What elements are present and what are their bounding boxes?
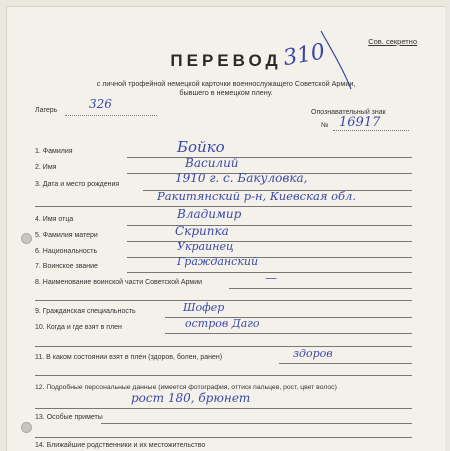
- field-4-line: [127, 225, 412, 226]
- punch-hole-bottom: [21, 422, 32, 433]
- tag-value: 16917: [339, 115, 381, 130]
- field-10-line-2: [35, 346, 412, 347]
- camp-value: 326: [89, 97, 112, 111]
- field-5-line: [127, 241, 412, 242]
- field-6-value: Украинец: [177, 240, 234, 253]
- field-2-value: Василий: [185, 156, 239, 170]
- tag-line: [333, 130, 409, 131]
- field-1-value: Бойко: [177, 138, 225, 156]
- field-10-value: остров Даго: [185, 317, 260, 330]
- field-8-line: [229, 288, 412, 289]
- field-12-line: [35, 408, 412, 409]
- field-5-value: Скрипка: [175, 224, 229, 238]
- field-12-value: рост 180, брюнет: [131, 391, 251, 405]
- handwritten-number: 310: [281, 39, 328, 72]
- field-13-label: 13. Особые приметы: [35, 414, 103, 421]
- document-subtitle: [47, 79, 405, 97]
- field-2-label: 2. Имя: [35, 164, 57, 171]
- page-title: ПЕРЕВОД: [170, 51, 282, 70]
- field-9-label: 9. Гражданская специальность: [35, 308, 136, 315]
- field-6-line: [127, 257, 412, 258]
- field-4-label: 4. Имя отца: [35, 216, 74, 223]
- field-13-line: [101, 423, 412, 424]
- field-8-label: 8. Наименование воинской части Советской Армии: [35, 279, 203, 286]
- field-9-value: Шофер: [183, 301, 225, 314]
- field-13-line-2: [35, 437, 412, 438]
- tag-no-label: №: [321, 122, 329, 129]
- field-1-line: [127, 157, 412, 158]
- field-11-value: здоров: [293, 347, 333, 360]
- field-11-line-2: [35, 375, 412, 376]
- field-3-label: 3. Дата и место рождения: [35, 181, 120, 188]
- punch-hole-top: [21, 233, 32, 244]
- field-11-line: [279, 363, 412, 364]
- field-10-label: 10. Когда и где взят в плен: [35, 324, 122, 331]
- field-8-value: —: [265, 271, 277, 285]
- field-3-value: 1910 г. с. Бакуловка,: [175, 171, 308, 185]
- field-3-value-2: Ракитянский р-н, Киевская обл.: [157, 189, 357, 203]
- field-11-label: 11. В каком состоянии взят в плен (здоров, болен, ранен): [35, 354, 223, 361]
- subtitle-line-2: бывшего в немецком плену.: [179, 88, 273, 97]
- tag-label: Опознавательный знак: [311, 109, 386, 116]
- field-12-label: 12. Подробные персональные данные (имеется фотография, оттиск пальцев, рост, цвет волос): [35, 384, 337, 391]
- field-7-label: 7. Воинское звание: [35, 263, 98, 270]
- camp-label: Лагерь: [35, 107, 58, 114]
- camp-line: [65, 115, 157, 116]
- field-6-label: 6. Национальность: [35, 248, 98, 255]
- field-5-label: 5. Фамилия матери: [35, 232, 98, 239]
- subtitle-line-1: с личной трофейной немецкой карточки военнослужащего Советской Армии,: [96, 79, 356, 88]
- field-10-line: [165, 333, 412, 334]
- field-7-value: Гражданский: [177, 255, 259, 268]
- field-4-value: Владимир: [177, 207, 242, 221]
- secret-label: Сов. секретно: [368, 37, 417, 46]
- field-1-label: 1. Фамилия: [35, 148, 73, 155]
- field-14-label: 14. Ближайшие родственники и их местожительство: [35, 442, 206, 449]
- document-sheet: [6, 6, 445, 451]
